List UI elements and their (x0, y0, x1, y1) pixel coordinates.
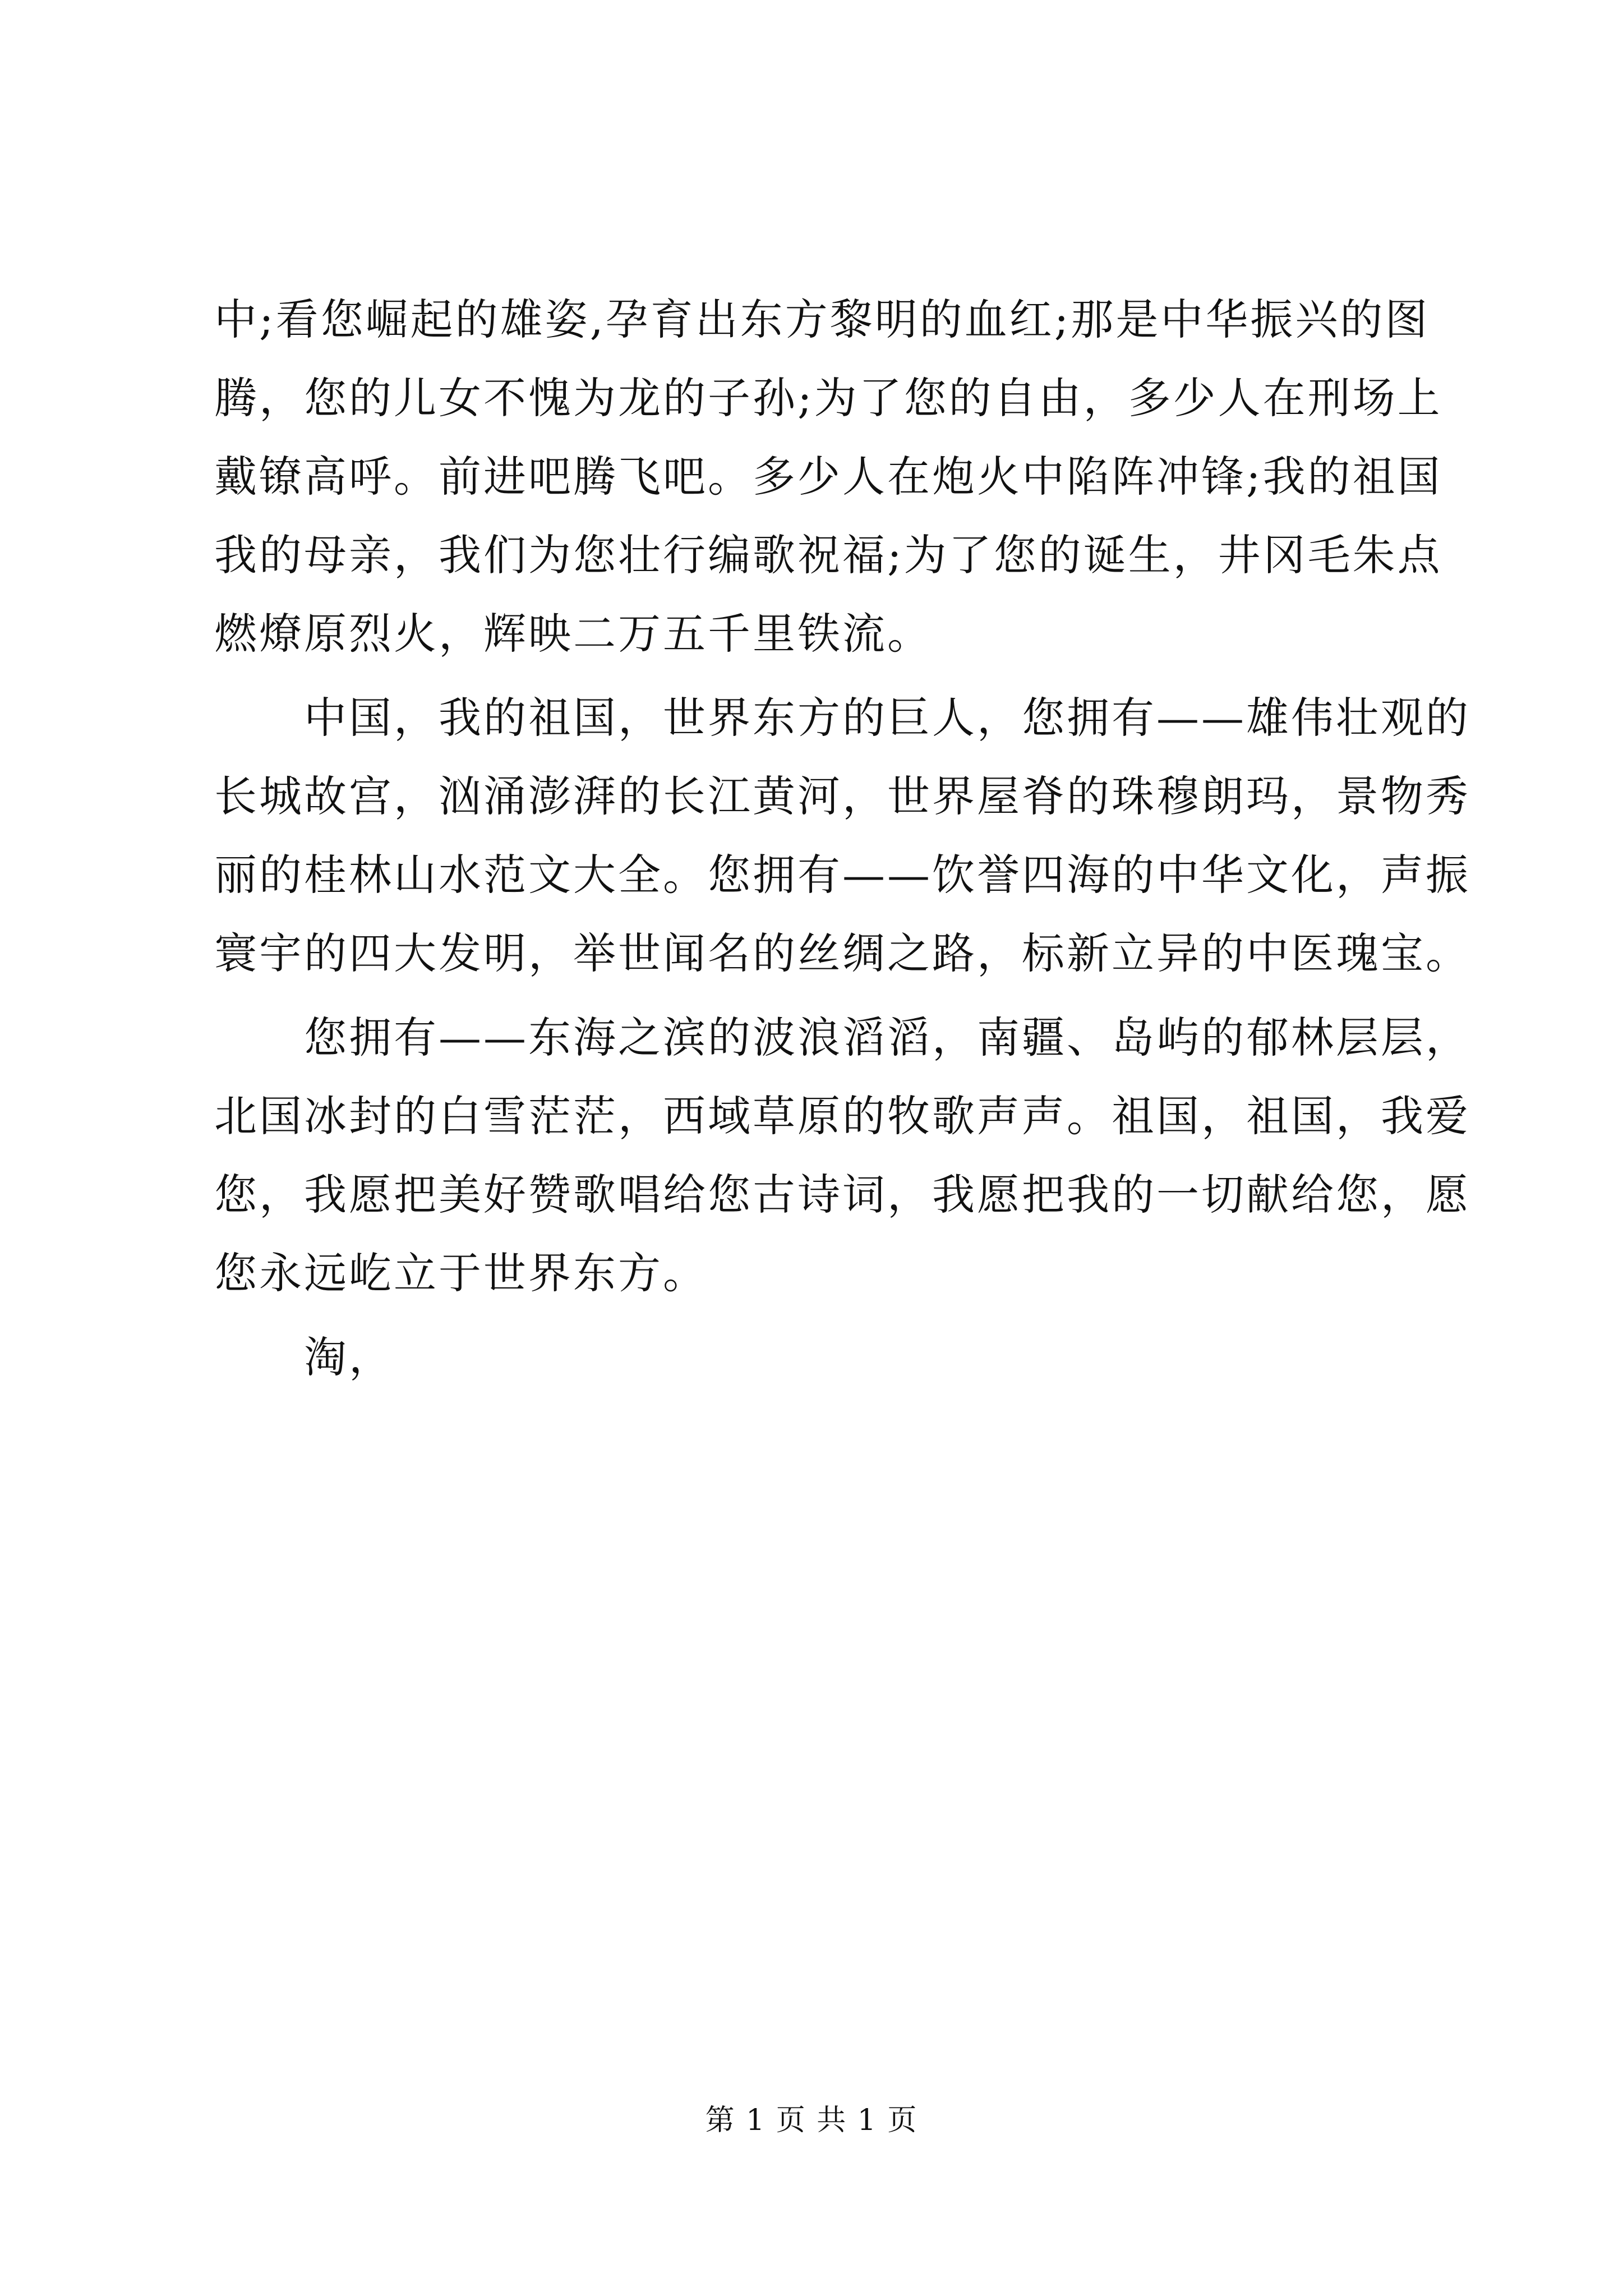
text-line: 淘， (214, 1332, 394, 1382)
text-line: 腾，您的儿女不愧为龙的子孙;为了您的自由，多少人在刑场上 (214, 373, 1442, 423)
text-line: 您拥有——东海之滨的波浪滔滔，南疆、岛屿的郁林层层， (214, 1013, 1470, 1062)
text-line: 我的母亲，我们为您壮行编歌祝福;为了您的诞生，井冈毛朱点 (214, 530, 1442, 580)
text-line: 您永远屹立于世界东方。 (214, 1248, 708, 1298)
text-line: 戴镣高呼。前进吧腾飞吧。多少人在炮火中陷阵冲锋;我的祖国 (214, 452, 1442, 501)
page-number-footer: 第 1 页 共 1 页 (705, 2104, 918, 2137)
text-line: 长城故宫，汹涌澎湃的长江黄河，世界屋脊的珠穆朗玛，景物秀 (214, 771, 1470, 821)
text-line: 中国，我的祖国，世界东方的巨人，您拥有——雄伟壮观的 (214, 693, 1470, 743)
text-line: 中;看您崛起的雄姿,孕育出东方黎明的血红;那是中华振兴的图 (214, 295, 1430, 344)
text-line: 寰宇的四大发明，举世闻名的丝绸之路，标新立异的中医瑰宝。 (214, 928, 1470, 978)
text-line: 您，我愿把美好赞歌唱给您古诗词，我愿把我的一切献给您，愿 (214, 1170, 1470, 1220)
text-line: 燃燎原烈火，辉映二万五千里铁流。 (214, 609, 932, 659)
text-line: 北国冰封的白雪茫茫，西域草原的牧歌声声。祖国，祖国，我爱 (214, 1091, 1470, 1141)
text-line: 丽的桂林山水范文大全。您拥有——饮誉四海的中华文化，声振 (214, 850, 1470, 900)
